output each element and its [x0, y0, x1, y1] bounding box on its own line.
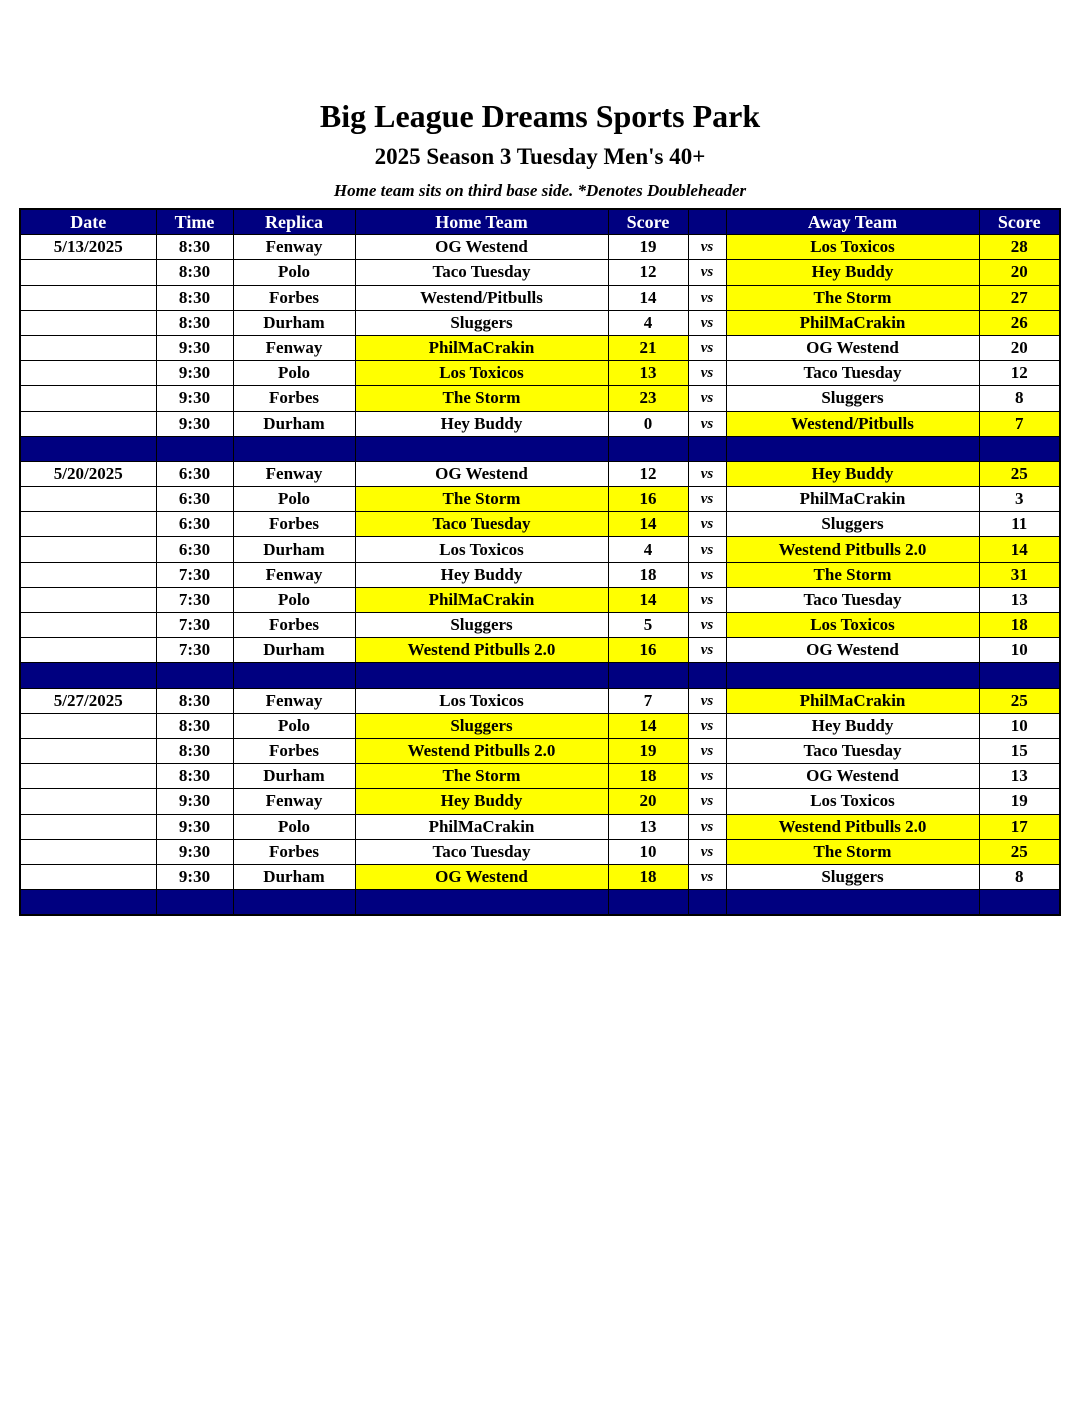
home-team: Hey Buddy	[355, 562, 608, 587]
away-team: Los Toxicos	[726, 235, 979, 260]
away-team: PhilMaCrakin	[726, 688, 979, 713]
away-score: 26	[979, 310, 1060, 335]
game-field: Durham	[233, 764, 355, 789]
game-time: 7:30	[156, 562, 233, 587]
separator-cell	[726, 663, 979, 688]
table-row	[20, 789, 1060, 814]
separator-cell	[688, 436, 726, 461]
vs-label: vs	[688, 688, 726, 713]
away-score: 13	[979, 764, 1060, 789]
away-team: Taco Tuesday	[726, 361, 979, 386]
game-field: Fenway	[233, 688, 355, 713]
game-field: Durham	[233, 638, 355, 663]
separator-cell	[355, 436, 608, 461]
home-team: Taco Tuesday	[355, 260, 608, 285]
separator-cell	[355, 890, 608, 916]
game-date	[20, 864, 156, 889]
away-score: 8	[979, 864, 1060, 889]
game-date	[20, 512, 156, 537]
away-team: PhilMaCrakin	[726, 310, 979, 335]
game-date: 5/13/2025	[20, 235, 156, 260]
away-team: Taco Tuesday	[726, 587, 979, 612]
game-time: 8:30	[156, 713, 233, 738]
game-time: 6:30	[156, 487, 233, 512]
separator-cell	[233, 663, 355, 688]
away-team: Los Toxicos	[726, 789, 979, 814]
game-time: 8:30	[156, 310, 233, 335]
game-date	[20, 310, 156, 335]
away-team: PhilMaCrakin	[726, 487, 979, 512]
home-score: 12	[608, 461, 688, 486]
home-team: Los Toxicos	[355, 688, 608, 713]
separator-cell	[156, 436, 233, 461]
home-score: 18	[608, 864, 688, 889]
away-team: The Storm	[726, 562, 979, 587]
separator-cell	[608, 663, 688, 688]
table-row	[20, 361, 1060, 386]
away-team: Sluggers	[726, 864, 979, 889]
col-header-time: Time	[156, 209, 233, 235]
home-score: 4	[608, 537, 688, 562]
table-row	[20, 335, 1060, 360]
page-subtitle: 2025 Season 3 Tuesday Men's 40+	[374, 144, 706, 169]
separator-cell	[608, 890, 688, 916]
home-score: 19	[608, 738, 688, 763]
game-time: 6:30	[156, 512, 233, 537]
away-score: 14	[979, 537, 1060, 562]
game-field: Forbes	[233, 512, 355, 537]
col-header-vs	[688, 209, 726, 235]
vs-label: vs	[688, 638, 726, 663]
game-field: Polo	[233, 713, 355, 738]
away-team: Taco Tuesday	[726, 738, 979, 763]
home-score: 10	[608, 839, 688, 864]
vs-label: vs	[688, 235, 726, 260]
game-date	[20, 638, 156, 663]
table-row	[20, 587, 1060, 612]
home-score: 0	[608, 411, 688, 436]
game-field: Durham	[233, 864, 355, 889]
home-team: The Storm	[355, 386, 608, 411]
home-team: Hey Buddy	[355, 411, 608, 436]
away-team: Hey Buddy	[726, 713, 979, 738]
game-date	[20, 562, 156, 587]
table-row	[20, 613, 1060, 638]
game-date	[20, 411, 156, 436]
game-date	[20, 613, 156, 638]
separator-cell	[726, 890, 979, 916]
game-date	[20, 537, 156, 562]
away-team: Hey Buddy	[726, 461, 979, 486]
vs-label: vs	[688, 864, 726, 889]
game-date	[20, 713, 156, 738]
away-score: 25	[979, 461, 1060, 486]
game-time: 8:30	[156, 285, 233, 310]
game-field: Fenway	[233, 562, 355, 587]
vs-label: vs	[688, 839, 726, 864]
vs-label: vs	[688, 411, 726, 436]
game-date: 5/27/2025	[20, 688, 156, 713]
col-header-home-team: Home Team	[355, 209, 608, 235]
vs-label: vs	[688, 537, 726, 562]
separator-cell	[726, 436, 979, 461]
vs-label: vs	[688, 461, 726, 486]
game-date: 5/20/2025	[20, 461, 156, 486]
away-score: 25	[979, 839, 1060, 864]
game-field: Fenway	[233, 235, 355, 260]
game-date	[20, 839, 156, 864]
game-time: 9:30	[156, 361, 233, 386]
away-team: Los Toxicos	[726, 613, 979, 638]
away-team: OG Westend	[726, 638, 979, 663]
away-team: OG Westend	[726, 764, 979, 789]
vs-label: vs	[688, 764, 726, 789]
table-row	[20, 814, 1060, 839]
table-row	[20, 864, 1060, 889]
game-field: Forbes	[233, 613, 355, 638]
away-score: 27	[979, 285, 1060, 310]
table-row	[20, 512, 1060, 537]
home-team: OG Westend	[355, 461, 608, 486]
home-team: OG Westend	[355, 235, 608, 260]
week-separator-row	[20, 890, 1060, 916]
game-field: Durham	[233, 537, 355, 562]
col-header-replica: Replica	[233, 209, 355, 235]
separator-cell	[688, 890, 726, 916]
table-row	[20, 461, 1060, 486]
table-row	[20, 738, 1060, 763]
home-team: The Storm	[355, 487, 608, 512]
game-field: Polo	[233, 260, 355, 285]
game-field: Fenway	[233, 335, 355, 360]
separator-cell	[688, 663, 726, 688]
away-score: 19	[979, 789, 1060, 814]
home-score: 13	[608, 814, 688, 839]
separator-cell	[979, 663, 1060, 688]
table-row	[20, 764, 1060, 789]
game-time: 8:30	[156, 738, 233, 763]
vs-label: vs	[688, 512, 726, 537]
away-score: 8	[979, 386, 1060, 411]
home-team: PhilMaCrakin	[355, 335, 608, 360]
table-row	[20, 562, 1060, 587]
vs-label: vs	[688, 260, 726, 285]
game-field: Polo	[233, 814, 355, 839]
game-time: 9:30	[156, 864, 233, 889]
schedule-body	[20, 235, 1060, 916]
home-score: 19	[608, 235, 688, 260]
vs-label: vs	[688, 361, 726, 386]
game-time: 6:30	[156, 461, 233, 486]
home-team: Westend/Pitbulls	[355, 285, 608, 310]
away-team: The Storm	[726, 839, 979, 864]
table-row	[20, 310, 1060, 335]
home-score: 18	[608, 562, 688, 587]
vs-label: vs	[688, 587, 726, 612]
game-date	[20, 764, 156, 789]
game-date	[20, 789, 156, 814]
table-row	[20, 235, 1060, 260]
home-score: 14	[608, 285, 688, 310]
home-team: OG Westend	[355, 864, 608, 889]
game-time: 8:30	[156, 764, 233, 789]
home-score: 16	[608, 638, 688, 663]
away-team: Hey Buddy	[726, 260, 979, 285]
home-score: 20	[608, 789, 688, 814]
game-time: 7:30	[156, 638, 233, 663]
separator-cell	[979, 890, 1060, 916]
home-team: PhilMaCrakin	[355, 587, 608, 612]
home-score: 5	[608, 613, 688, 638]
table-row	[20, 411, 1060, 436]
table-row	[20, 285, 1060, 310]
away-score: 7	[979, 411, 1060, 436]
game-field: Forbes	[233, 839, 355, 864]
away-team: The Storm	[726, 285, 979, 310]
game-time: 6:30	[156, 537, 233, 562]
game-field: Durham	[233, 310, 355, 335]
home-score: 16	[608, 487, 688, 512]
vs-label: vs	[688, 613, 726, 638]
home-team: The Storm	[355, 764, 608, 789]
away-score: 28	[979, 235, 1060, 260]
game-time: 9:30	[156, 335, 233, 360]
home-team: Los Toxicos	[355, 537, 608, 562]
away-score: 3	[979, 487, 1060, 512]
game-time: 8:30	[156, 688, 233, 713]
table-header-row	[20, 209, 1060, 235]
separator-cell	[20, 890, 156, 916]
away-score: 11	[979, 512, 1060, 537]
home-team: Taco Tuesday	[355, 839, 608, 864]
table-row	[20, 713, 1060, 738]
home-team: Sluggers	[355, 310, 608, 335]
game-time: 8:30	[156, 260, 233, 285]
week-separator-row	[20, 436, 1060, 461]
home-score: 4	[608, 310, 688, 335]
game-field: Polo	[233, 361, 355, 386]
table-row	[20, 638, 1060, 663]
game-time: 9:30	[156, 789, 233, 814]
away-score: 31	[979, 562, 1060, 587]
away-team: Sluggers	[726, 386, 979, 411]
game-field: Forbes	[233, 386, 355, 411]
vs-label: vs	[688, 386, 726, 411]
separator-cell	[233, 890, 355, 916]
game-date	[20, 814, 156, 839]
separator-cell	[20, 436, 156, 461]
game-date	[20, 361, 156, 386]
game-time: 9:30	[156, 411, 233, 436]
home-score: 21	[608, 335, 688, 360]
away-score: 10	[979, 713, 1060, 738]
col-header-away-score: Score	[979, 209, 1060, 235]
separator-cell	[156, 663, 233, 688]
away-team: OG Westend	[726, 335, 979, 360]
schedule-note: Home team sits on third base side. *Denotes Doubleheader	[333, 181, 747, 200]
home-team: Hey Buddy	[355, 789, 608, 814]
col-header-date: Date	[20, 209, 156, 235]
home-score: 7	[608, 688, 688, 713]
away-score: 10	[979, 638, 1060, 663]
schedule-table	[19, 208, 1061, 916]
away-score: 18	[979, 613, 1060, 638]
vs-label: vs	[688, 738, 726, 763]
away-score: 15	[979, 738, 1060, 763]
separator-cell	[979, 436, 1060, 461]
table-row	[20, 688, 1060, 713]
home-team: PhilMaCrakin	[355, 814, 608, 839]
away-team: Westend Pitbulls 2.0	[726, 537, 979, 562]
game-time: 9:30	[156, 386, 233, 411]
home-team: Sluggers	[355, 613, 608, 638]
vs-label: vs	[688, 285, 726, 310]
home-team: Sluggers	[355, 713, 608, 738]
separator-cell	[20, 663, 156, 688]
vs-label: vs	[688, 335, 726, 360]
away-team: Sluggers	[726, 512, 979, 537]
home-team: Westend Pitbulls 2.0	[355, 638, 608, 663]
home-score: 14	[608, 512, 688, 537]
game-time: 9:30	[156, 814, 233, 839]
game-date	[20, 487, 156, 512]
game-field: Forbes	[233, 738, 355, 763]
game-time: 9:30	[156, 839, 233, 864]
game-date	[20, 738, 156, 763]
home-team: Los Toxicos	[355, 361, 608, 386]
home-score: 23	[608, 386, 688, 411]
vs-label: vs	[688, 789, 726, 814]
game-time: 7:30	[156, 587, 233, 612]
home-score: 12	[608, 260, 688, 285]
col-header-away-team: Away Team	[726, 209, 979, 235]
game-date	[20, 587, 156, 612]
week-separator-row	[20, 663, 1060, 688]
away-team: Westend/Pitbulls	[726, 411, 979, 436]
table-row	[20, 537, 1060, 562]
home-team: Taco Tuesday	[355, 512, 608, 537]
vs-label: vs	[688, 487, 726, 512]
table-row	[20, 839, 1060, 864]
game-time: 8:30	[156, 235, 233, 260]
home-team: Westend Pitbulls 2.0	[355, 738, 608, 763]
game-field: Fenway	[233, 461, 355, 486]
game-field: Forbes	[233, 285, 355, 310]
separator-cell	[233, 436, 355, 461]
col-header-home-score: Score	[608, 209, 688, 235]
away-score: 25	[979, 688, 1060, 713]
home-score: 14	[608, 713, 688, 738]
game-field: Polo	[233, 587, 355, 612]
vs-label: vs	[688, 562, 726, 587]
home-score: 18	[608, 764, 688, 789]
away-team: Westend Pitbulls 2.0	[726, 814, 979, 839]
separator-cell	[156, 890, 233, 916]
home-score: 13	[608, 361, 688, 386]
game-date	[20, 260, 156, 285]
page-title: Big League Dreams Sports Park	[319, 98, 761, 134]
table-row	[20, 260, 1060, 285]
game-field: Fenway	[233, 789, 355, 814]
away-score: 13	[979, 587, 1060, 612]
away-score: 20	[979, 260, 1060, 285]
separator-cell	[608, 436, 688, 461]
vs-label: vs	[688, 310, 726, 335]
away-score: 17	[979, 814, 1060, 839]
separator-cell	[355, 663, 608, 688]
game-time: 7:30	[156, 613, 233, 638]
vs-label: vs	[688, 814, 726, 839]
game-field: Durham	[233, 411, 355, 436]
game-date	[20, 285, 156, 310]
game-date	[20, 335, 156, 360]
game-field: Polo	[233, 487, 355, 512]
table-row	[20, 487, 1060, 512]
away-score: 12	[979, 361, 1060, 386]
vs-label: vs	[688, 713, 726, 738]
home-score: 14	[608, 587, 688, 612]
away-score: 20	[979, 335, 1060, 360]
table-row	[20, 386, 1060, 411]
game-date	[20, 386, 156, 411]
